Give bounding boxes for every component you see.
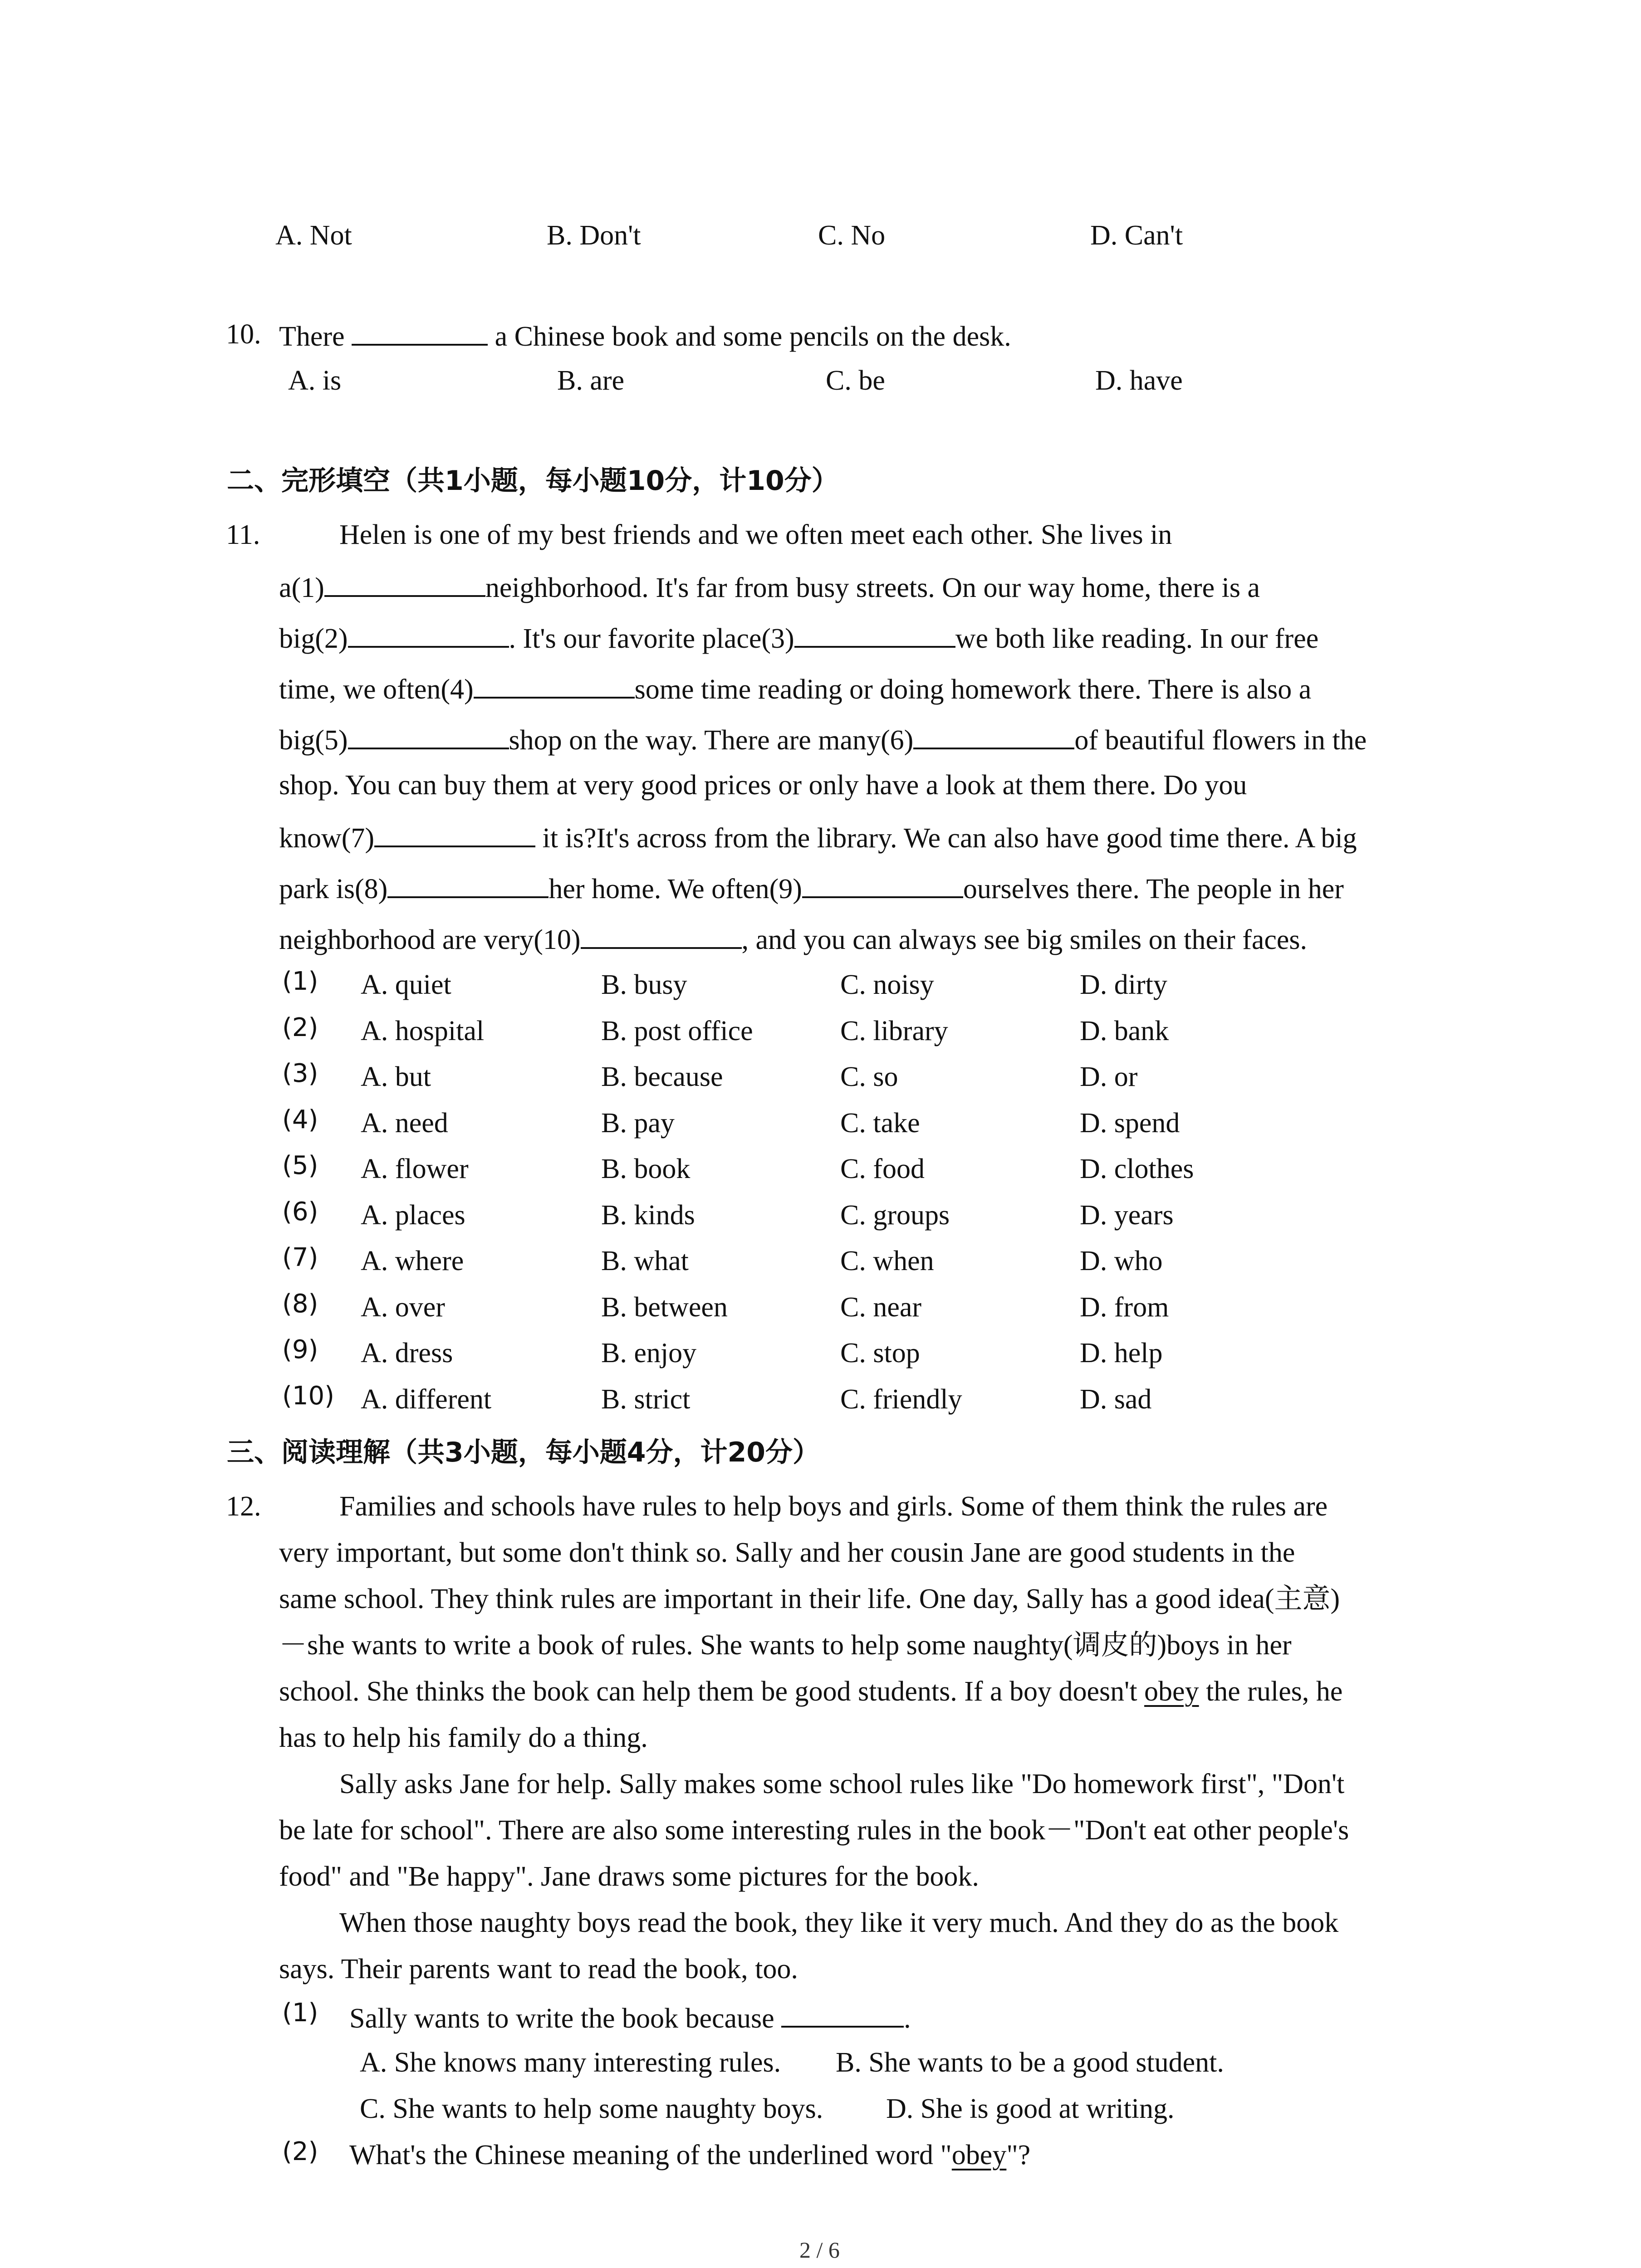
q11-blank-9[interactable] bbox=[802, 873, 963, 898]
q10-number: 10. bbox=[226, 319, 261, 350]
q11-option-choice: B. post office bbox=[601, 1016, 753, 1046]
q9-option-c: C. No bbox=[818, 220, 886, 251]
q11-option-choice: C. food bbox=[840, 1154, 925, 1184]
q12-p1-line-5: school. She thinks the book can help them be good students. If a boy doesn't obey the rules, he bbox=[279, 1676, 1343, 1707]
q12-sub1-question: Sally wants to write the book because . bbox=[349, 2003, 911, 2034]
q11-option-choice: C. when bbox=[840, 1246, 934, 1276]
q12-p2-line-1: Sally asks Jane for help. Sally makes some school rules like "Do homework first", "Don't bbox=[339, 1769, 1345, 1799]
q11-option-choice: D. dirty bbox=[1080, 969, 1167, 1000]
q11-line-3: big(2) . It's our favorite place(3) we both like reading. In our free bbox=[279, 623, 1319, 654]
q11-line-4: time, we often(4) some time reading or doing homework there. There is also a bbox=[279, 674, 1312, 705]
q12-p2-line-2: be late for school". There are also some interesting rules in the book－"Don't eat other people's bbox=[279, 1815, 1349, 1846]
q11-option-choice: A. hospital bbox=[361, 1016, 485, 1046]
q11-option-row-label: (6) bbox=[282, 1197, 318, 1227]
underlined-word-obey: obey bbox=[1144, 1676, 1199, 1707]
q10-option-b: B. are bbox=[557, 365, 625, 396]
q11-blank-8[interactable] bbox=[387, 873, 549, 898]
q12-p3-line-1: When those naughty boys read the book, they like it very much. And they do as the book bbox=[339, 1907, 1339, 1938]
page-number: 2 / 6 bbox=[799, 2237, 840, 2263]
q10-option-a: A. is bbox=[288, 365, 342, 396]
q10-option-d: D. have bbox=[1095, 365, 1183, 396]
q11-option-choice: D. or bbox=[1080, 1061, 1138, 1092]
q12-sub1-option-c: C. She wants to help some naughty boys. bbox=[360, 2093, 823, 2124]
q11-option-choice: A. over bbox=[361, 1292, 445, 1323]
q9-option-d: D. Can't bbox=[1090, 220, 1183, 251]
q11-option-choice: D. spend bbox=[1080, 1108, 1180, 1139]
q12-sub1-label: (1) bbox=[282, 1998, 318, 2028]
q11-line-6: shop. You can buy them at very good prices or only have a look at them there. Do you bbox=[279, 770, 1247, 801]
q9-option-b: B. Don't bbox=[547, 220, 641, 251]
q10-stem-before: There bbox=[279, 321, 345, 352]
q11-option-choice: B. book bbox=[601, 1154, 691, 1184]
q11-option-choice: D. bank bbox=[1080, 1016, 1169, 1046]
q11-blank-4[interactable] bbox=[474, 673, 635, 699]
q11-option-row-label: (2) bbox=[282, 1013, 318, 1042]
q12-p3-line-2: says. Their parents want to read the book, too. bbox=[279, 1954, 798, 1984]
q11-option-choice: D. from bbox=[1080, 1292, 1169, 1323]
q12-sub2-label: (2) bbox=[282, 2137, 318, 2166]
q11-line-7: know(7) it is?It's across from the library. We can also have good time there. A big bbox=[279, 823, 1357, 854]
q12-sub2-question: What's the Chinese meaning of the underlined word "obey"? bbox=[349, 2140, 1031, 2170]
q11-blank-10[interactable] bbox=[581, 924, 742, 949]
q11-number: 11. bbox=[226, 519, 260, 550]
q12-p1-line-3: same school. They think rules are important in their life. One day, Sally has a good idea(主意) bbox=[279, 1584, 1340, 1614]
q11-option-row-label: (10) bbox=[282, 1381, 334, 1411]
q11-option-choice: A. different bbox=[361, 1384, 492, 1415]
q12-p1-line-4: －she wants to write a book of rules. She wants to help some naughty(调皮的)boys in her bbox=[279, 1630, 1292, 1661]
q11-option-row-label: (9) bbox=[282, 1335, 318, 1364]
q11-line-8: park is(8) her home. We often(9) ourselves there. The people in her bbox=[279, 874, 1344, 904]
q11-blank-2[interactable] bbox=[348, 622, 509, 648]
q11-option-row-label: (4) bbox=[282, 1105, 318, 1134]
q12-sub1-option-a: A. She knows many interesting rules. bbox=[360, 2047, 781, 2078]
q11-option-choice: B. because bbox=[601, 1061, 723, 1092]
q11-option-choice: D. clothes bbox=[1080, 1154, 1194, 1184]
q11-blank-6[interactable] bbox=[913, 724, 1074, 749]
q11-line-1: Helen is one of my best friends and we often meet each other. She lives in bbox=[339, 519, 1172, 550]
q11-option-choice: C. take bbox=[840, 1108, 920, 1139]
q11-option-choice: A. dress bbox=[361, 1338, 453, 1369]
q11-blank-7[interactable] bbox=[374, 822, 535, 847]
q9-option-a: A. Not bbox=[275, 220, 352, 251]
q11-option-row-label: (8) bbox=[282, 1289, 318, 1319]
q11-option-choice: A. places bbox=[361, 1200, 465, 1231]
q10-stem bbox=[279, 320, 1011, 351]
q10-answer-blank[interactable] bbox=[352, 320, 488, 346]
q11-option-row-label: (7) bbox=[282, 1243, 318, 1272]
q11-line-2: a(1) neighborhood. It's far from busy streets. On our way home, there is a bbox=[279, 572, 1260, 603]
q11-option-choice: A. quiet bbox=[361, 969, 451, 1000]
q11-blank-5[interactable] bbox=[348, 724, 509, 749]
q12-p1-line-1: Families and schools have rules to help boys and girls. Some of them think the rules are bbox=[339, 1491, 1328, 1522]
section3-heading: 三、阅读理解（共3小题，每小题4分，计20分） bbox=[227, 1437, 820, 1468]
q11-option-choice: D. sad bbox=[1080, 1384, 1152, 1415]
q11-option-choice: C. friendly bbox=[840, 1384, 962, 1415]
q11-option-choice: C. stop bbox=[840, 1338, 920, 1369]
q12-p1-line-2: very important, but some don't think so. Sally and her cousin Jane are good students in the bbox=[279, 1537, 1295, 1568]
q11-option-choice: C. groups bbox=[840, 1200, 950, 1231]
q10-option-c: C. be bbox=[826, 365, 885, 396]
q11-option-row-label: (5) bbox=[282, 1151, 318, 1180]
q11-option-choice: C. near bbox=[840, 1292, 922, 1323]
q11-option-row-label: (3) bbox=[282, 1059, 318, 1088]
q11-option-row-label: (1) bbox=[282, 967, 318, 996]
q11-blank-3[interactable] bbox=[794, 622, 955, 648]
q11-option-choice: C. noisy bbox=[840, 969, 934, 1000]
q11-option-choice: C. so bbox=[840, 1061, 898, 1092]
q11-line-5: big(5) shop on the way. There are many(6) of beautiful flowers in the bbox=[279, 725, 1367, 756]
q11-option-choice: D. who bbox=[1080, 1246, 1163, 1276]
section2-heading: 二、完形填空（共1小题，每小题10分，计10分） bbox=[227, 465, 839, 497]
q11-blank-1[interactable] bbox=[324, 572, 485, 597]
q12-sub1-answer-blank[interactable] bbox=[781, 2002, 904, 2028]
q11-option-choice: D. help bbox=[1080, 1338, 1163, 1369]
q11-option-choice: A. need bbox=[361, 1108, 448, 1139]
q12-p1-line-6: has to help his family do a thing. bbox=[279, 1722, 648, 1753]
q12-p2-line-3: food" and "Be happy". Jane draws some pictures for the book. bbox=[279, 1861, 979, 1892]
q12-sub1-option-d: D. She is good at writing. bbox=[886, 2093, 1175, 2124]
q11-option-choice: B. enjoy bbox=[601, 1338, 697, 1369]
q11-option-choice: B. between bbox=[601, 1292, 728, 1323]
q11-option-choice: D. years bbox=[1080, 1200, 1174, 1231]
q11-option-choice: B. what bbox=[601, 1246, 689, 1276]
q11-option-choice: B. busy bbox=[601, 969, 687, 1000]
q11-option-choice: A. flower bbox=[361, 1154, 469, 1184]
q11-option-choice: A. but bbox=[361, 1061, 431, 1092]
underlined-word-obey-ref: obey bbox=[951, 2140, 1007, 2170]
q11-line-9: neighborhood are very(10) , and you can always see big smiles on their faces. bbox=[279, 924, 1308, 955]
q11-option-choice: B. kinds bbox=[601, 1200, 695, 1231]
q10-stem-after: a Chinese book and some pencils on the desk. bbox=[495, 321, 1011, 352]
q11-option-choice: B. strict bbox=[601, 1384, 691, 1415]
q11-option-choice: C. library bbox=[840, 1016, 948, 1046]
q12-sub1-option-b: B. She wants to be a good student. bbox=[836, 2047, 1224, 2078]
q11-option-choice: A. where bbox=[361, 1246, 464, 1276]
q11-option-choice: B. pay bbox=[601, 1108, 675, 1139]
q12-number: 12. bbox=[226, 1491, 261, 1522]
